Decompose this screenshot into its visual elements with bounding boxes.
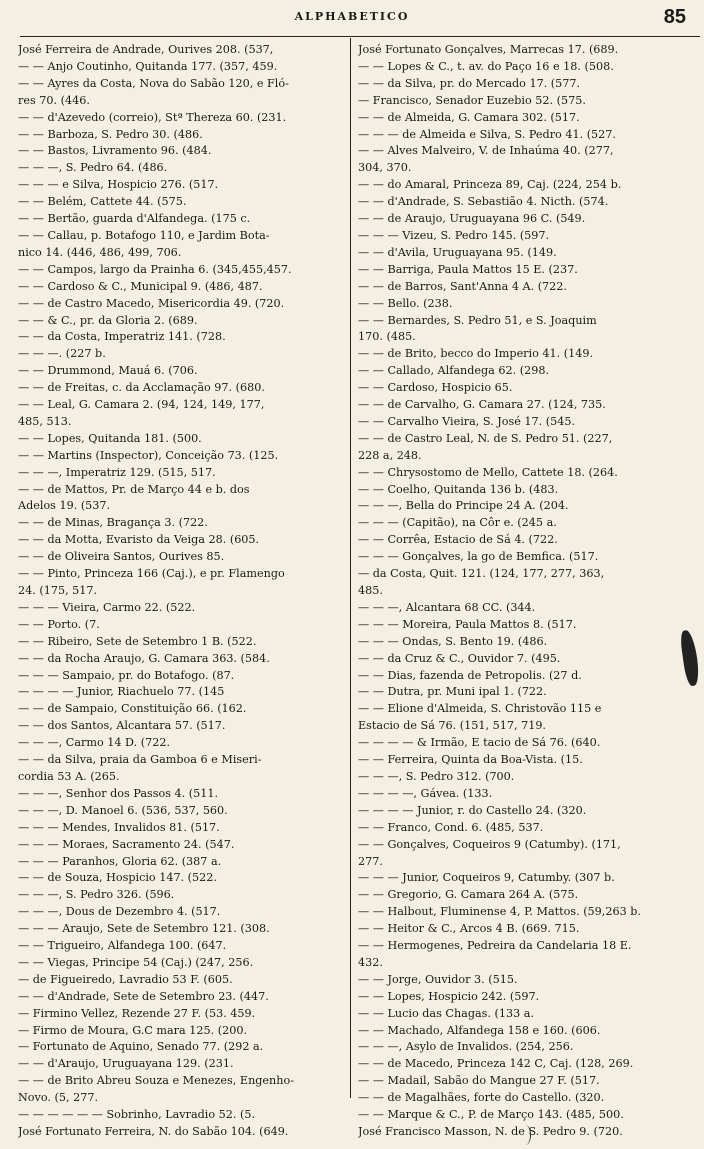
directory-entry-line: — — da Silva, praia da Gamboa 6 e Miseri- [18,753,262,767]
directory-entry-line: Novo. (5, 277. [18,1091,99,1105]
directory-entry-line: — — — e Silva, Hospicio 276. (517. [18,178,219,192]
directory-entry-line: — — Ribeiro, Sete de Setembro 1 B. (522. [18,634,257,648]
directory-entry-line: — — de Macedo, Princeza 142 C, Caj. (128, 269. [358,1057,634,1071]
directory-entry-line: — — Machado, Alfandega 158 e 160. (606. [358,1023,601,1037]
directory-entry-line: — — de Castro Macedo, Misericordia 49. (720. [18,296,285,310]
directory-entry-line: — — dos Santos, Alcantara 57. (517. [18,719,226,733]
directory-entry-line: — Fortunato de Aquino, Senado 77. (292 a. [18,1040,264,1054]
directory-entry-line: — — — Moraes, Sacramento 24. (547. [18,837,235,851]
page-number: 85 [663,6,686,28]
directory-entry-line: — — Heitor & C., Arcos 4 B. (669. 715. [358,922,580,936]
directory-entry-line: — da Costa, Quit. 121. (124, 177, 277, 363, [358,567,605,581]
directory-entry-line: — — d'Andrade, S. Sebastião 4. Nicth. (574. [358,195,609,209]
directory-entry-line: Adelos 19. (537. [18,499,111,513]
directory-entry-line: 228 a, 248. [358,448,422,462]
directory-entry-line: — — — Araujo, Sete de Setembro 121. (308. [18,922,270,936]
directory-entry-line: — — —, S. Pedro 326. (596. [18,888,175,902]
directory-entry-line: — — Lopes, Hospicio 242. (597. [358,989,540,1003]
directory-entry-line: — — de Sampaio, Constituição 66. (162. [18,702,247,716]
directory-entry-line: — — — Ondas, S. Bento 19. (486. [358,634,548,648]
directory-entry-line: — — da Motta, Evaristo da Veiga 28. (605. [18,533,260,547]
directory-entry-line: — — — Moreira, Paula Mattos 8. (517. [358,617,577,631]
directory-entry-line: — — Ferreira, Quinta da Boa-Vista. (15. [358,753,583,767]
directory-entry-line: José Francisco Masson, N. de S. Pedro 9. (720. [358,1125,623,1138]
directory-entry-line: — — d'Avila, Uruguayana 95. (149. [358,245,557,259]
directory-entry-line: — — — Mendes, Invalidos 81. (517. [18,820,220,834]
directory-entry-line: — — Martins (Inspector), Conceição 73. (125. [18,448,279,462]
directory-entry-line: — — de Freitas, c. da Acclamação 97. (680. [18,381,265,395]
directory-entry-line: res 70. (446. [18,93,90,107]
directory-entry-line: nico 14. (446, 486, 499, 706. [18,245,182,259]
header-rule [20,36,700,37]
directory-entry-line: — — Dias, fazenda de Petropolis. (27 d. [358,668,582,682]
directory-entry-line: — — —, D. Manoel 6. (536, 537, 560. [18,803,228,817]
directory-entry-line: — — — — & Irmão, E tacio de Sá 76. (640. [358,736,601,750]
directory-entry-line: — — —, Senhor dos Passos 4. (511. [18,786,219,800]
directory-entry-line: — — da Silva, pr. do Mercado 17. (577. [358,76,581,90]
directory-entry-line: — — da Rocha Araujo, G. Camara 363. (584. [18,651,270,665]
directory-entry-line: Estacio de Sá 76. (151, 517, 719. [358,719,546,733]
directory-entry-line: — — Belém, Cattete 44. (575. [18,195,187,209]
directory-entry-line: — — — Vieira, Carmo 22. (522. [18,600,196,614]
directory-entry-line: — — de Mattos, Pr. de Março 44 e b. dos [18,482,250,496]
directory-entry-line: — — de Magalhães, forte do Castello. (320. [358,1091,605,1105]
directory-entry-line: — — de Araujo, Uruguayana 96 C. (549. [358,212,586,226]
directory-entry-line: — Firmino Vellez, Rezende 27 F. (53. 459. [18,1006,256,1020]
directory-entry-line: — — Campos, largo da Prainha 6. (345,455,457. [18,262,292,276]
stray-mark [520,1125,531,1145]
directory-entry-line: — — — — — — Sobrinho, Lavradio 52. (5. [18,1108,256,1122]
directory-entry-line: — — Elione d'Almeida, S. Christovão 115 e [358,702,602,716]
directory-entry-line: — — de Barros, Sant'Anna 4 A. (722. [358,279,567,293]
directory-entry-line: — — — (Capitão), na Côr e. (245 a. [358,516,557,530]
directory-entry-line: — — — — Junior, Riachuelo 77. (145 [18,685,225,699]
directory-entry-line: — — Cardoso & C., Municipal 9. (486, 487. [18,279,263,293]
directory-entry-line: — — Porto. (7. [18,617,100,631]
directory-entry-line: — — — Sampaio, pr. do Botafogo. (87. [18,668,235,682]
directory-entry-line: — — — — Junior, r. do Castello 24. (320. [358,803,587,817]
directory-entry-line: — — Trigueiro, Alfandega 100. (647. [18,939,227,953]
directory-entry-line: — — da Cruz & C., Ouvidor 7. (495. [358,651,561,665]
directory-entry-line: — — Gregorio, G. Camara 264 A. (575. [358,888,579,902]
directory-entry-line: 277. [358,854,383,868]
directory-entry-line: — — Lucio das Chagas. (133 a. [358,1006,535,1020]
directory-entry-line: — — d'Andrade, Sete de Setembro 23. (447. [18,989,269,1003]
directory-entry-line: — — Chrysostomo de Mello, Cattete 18. (264. [358,465,618,479]
directory-entry-line: José Ferreira de Andrade, Ourives 208. (537, [18,43,274,56]
directory-entry-line: — — Viegas, Principe 54 (Caj.) (247, 256. [18,955,254,969]
directory-entry-line: — — Gonçalves, Coqueiros 9 (Catumby). (171, [358,837,621,851]
running-title: ALPHABETICO [294,10,410,23]
directory-entry-line: — — Callau, p. Botafogo 110, e Jardim Bota- [18,228,270,242]
directory-entry-line: — — —, S. Pedro 64. (486. [18,161,168,175]
directory-entry-line: — — Corrêa, Estacio de Sá 4. (722. [358,533,558,547]
directory-entry-line: — — — Gonçalves, la go de Bemfica. (517. [358,550,599,564]
directory-entry-line: — Firmo de Moura, G.C mara 125. (200. [18,1023,247,1037]
directory-entry-line: — — de Castro Leal, N. de S. Pedro 51. (227, [358,431,613,445]
directory-entry-line: 170. (485. [358,330,416,344]
directory-entry-line: — — da Costa, Imperatriz 141. (728. [18,330,226,344]
directory-entry-line: — — Halbout, Fluminense 4, P. Mattos. (59,263 b. [358,905,641,919]
directory-entry-line: — — d'Azevedo (correio), Stª Thereza 60. (231. [18,110,287,124]
directory-entry-line: — — Anjo Coutinho, Quitanda 177. (357, 459. [18,59,278,73]
directory-entry-line: — — —, Alcantara 68 CC. (344. [358,600,536,614]
directory-entry-line: — — Barriga, Paula Mattos 15 E. (237. [358,262,578,276]
directory-entry-line: — — de Almeida, G. Camara 302. (517. [358,110,580,124]
directory-entry-line: — — do Amaral, Princeza 89, Caj. (224, 254 b. [358,178,622,192]
directory-entry-line: — — Callado, Alfandega 62. (298. [358,364,550,378]
directory-entry-line: — Francisco, Senador Euzebio 52. (575. [358,93,586,107]
directory-entry-line: — — de Carvalho, G. Camara 27. (124, 735. [358,398,606,412]
directory-entry-line: 24. (175, 517. [18,584,98,597]
left-column [18,42,353,1141]
directory-entry-line: 485. [358,584,383,597]
directory-entry-line: — — d'Araujo, Uruguayana 129. (231. [18,1057,234,1071]
directory-entry-line: — — Hermogenes, Pedreira da Candelaria 18 E. [358,939,632,953]
directory-entry-line: — — Bello. (238. [358,296,453,310]
directory-entry-line: — — —, Bella do Principe 24 A. (204. [358,499,569,513]
page-header [0,6,704,32]
directory-entry-line: — — & C., pr. da Gloria 2. (689. [18,313,198,327]
directory-entry-line: — — Alves Malveiro, V. de Inhaúma 40. (277, [358,144,614,158]
directory-entry-line: — — Cardoso, Hospicio 65. [358,381,513,395]
directory-entry-line: — — Jorge, Ouvidor 3. (515. [358,972,518,986]
directory-entry-line: — — Barboza, S. Pedro 30. (486. [18,127,203,141]
directory-entry-line: — — — —, Gávea. (133. [358,786,493,800]
directory-entry-line: — — Madail, Sabão do Mangue 27 F. (517. [358,1074,600,1088]
directory-entry-line: — — —. (227 b. [18,347,106,361]
directory-entry-line: — — de Souza, Hospicio 147. (522. [18,871,217,885]
directory-entry-line: — — —, Carmo 14 D. (722. [18,736,171,750]
directory-entry-line: — — —, Asylo de Invalidos. (254, 256. [358,1040,574,1054]
directory-entry-line: José Fortunato Gonçalves, Marrecas 17. (689. [358,43,619,56]
directory-entry-line: — — — Junior, Coqueiros 9, Catumby. (307 b. [358,871,615,885]
directory-entry-line: José Fortunato Ferreira, N. do Sabão 104. (649. [18,1125,289,1138]
directory-entry-line: — — de Brito, becco do Imperio 41. (149. [358,347,594,361]
directory-entry-line: cordia 53 A. (265. [18,769,120,783]
directory-entry-line: 304, 370. [358,161,412,175]
directory-entry-line: — — de Oliveira Santos, Ourives 85. [18,550,225,564]
directory-entry-line: 432. [358,955,383,969]
directory-entry-line: — — Bernardes, S. Pedro 51, e S. Joaquim [358,313,597,327]
directory-entry-line: — — —, Dous de Dezembro 4. (517. [18,905,221,919]
directory-entry-line: — — Bastos, Livramento 96. (484. [18,144,212,158]
directory-entry-line: — — de Minas, Bragança 3. (722. [18,516,208,530]
directory-entry-line: — — Marque & C., P. de Março 143. (485, 500. [358,1108,624,1122]
directory-entry-line: — — Pinto, Princeza 166 (Caj.), e pr. Flamengo [18,567,285,581]
directory-entry-line: — — Coelho, Quitanda 136 b. (483. [358,482,559,496]
directory-entry-line: 485, 513. [18,414,72,428]
directory-entry-line: — — — Vizeu, S. Pedro 145. (597. [358,228,550,242]
directory-entry-line: — — Bertão, guarda d'Alfandega. (175 c. [18,212,251,226]
directory-entry-line: — — Franco, Cond. 6. (485, 537. [358,820,544,834]
directory-entry-line: — de Figueiredo, Lavradio 53 F. (605. [18,972,233,986]
directory-entry-line: — — Dutra, pr. Muni ipal 1. (722. [358,685,547,699]
directory-entry-line: — — Drummond, Mauá 6. (706. [18,364,198,378]
directory-entry-line: — — Lopes, Quitanda 181. (500. [18,431,202,445]
directory-entry-line: — — Carvalho Vieira, S. José 17. (545. [358,414,576,428]
directory-entry-line: — — Ayres da Costa, Nova do Sabão 120, e Fló- [18,76,289,90]
directory-entry-line: — — —, S. Pedro 312. (700. [358,769,515,783]
directory-entry-line: — — —, Imperatriz 129. (515, 517. [18,465,216,479]
directory-entry-line: — — — Paranhos, Gloria 62. (387 a. [18,854,222,868]
directory-entry-line: — — — de Almeida e Silva, S. Pedro 41. (527. [358,127,616,141]
directory-entry-line: — — de Brito Abreu Souza e Menezes, Engenho- [18,1074,294,1088]
directory-entry-line: — — Leal, G. Camara 2. (94, 124, 149, 177, [18,398,265,412]
directory-entry-line: — — Lopes & C., t. av. do Paço 16 e 18. (508. [358,59,614,73]
right-column [358,42,698,1141]
